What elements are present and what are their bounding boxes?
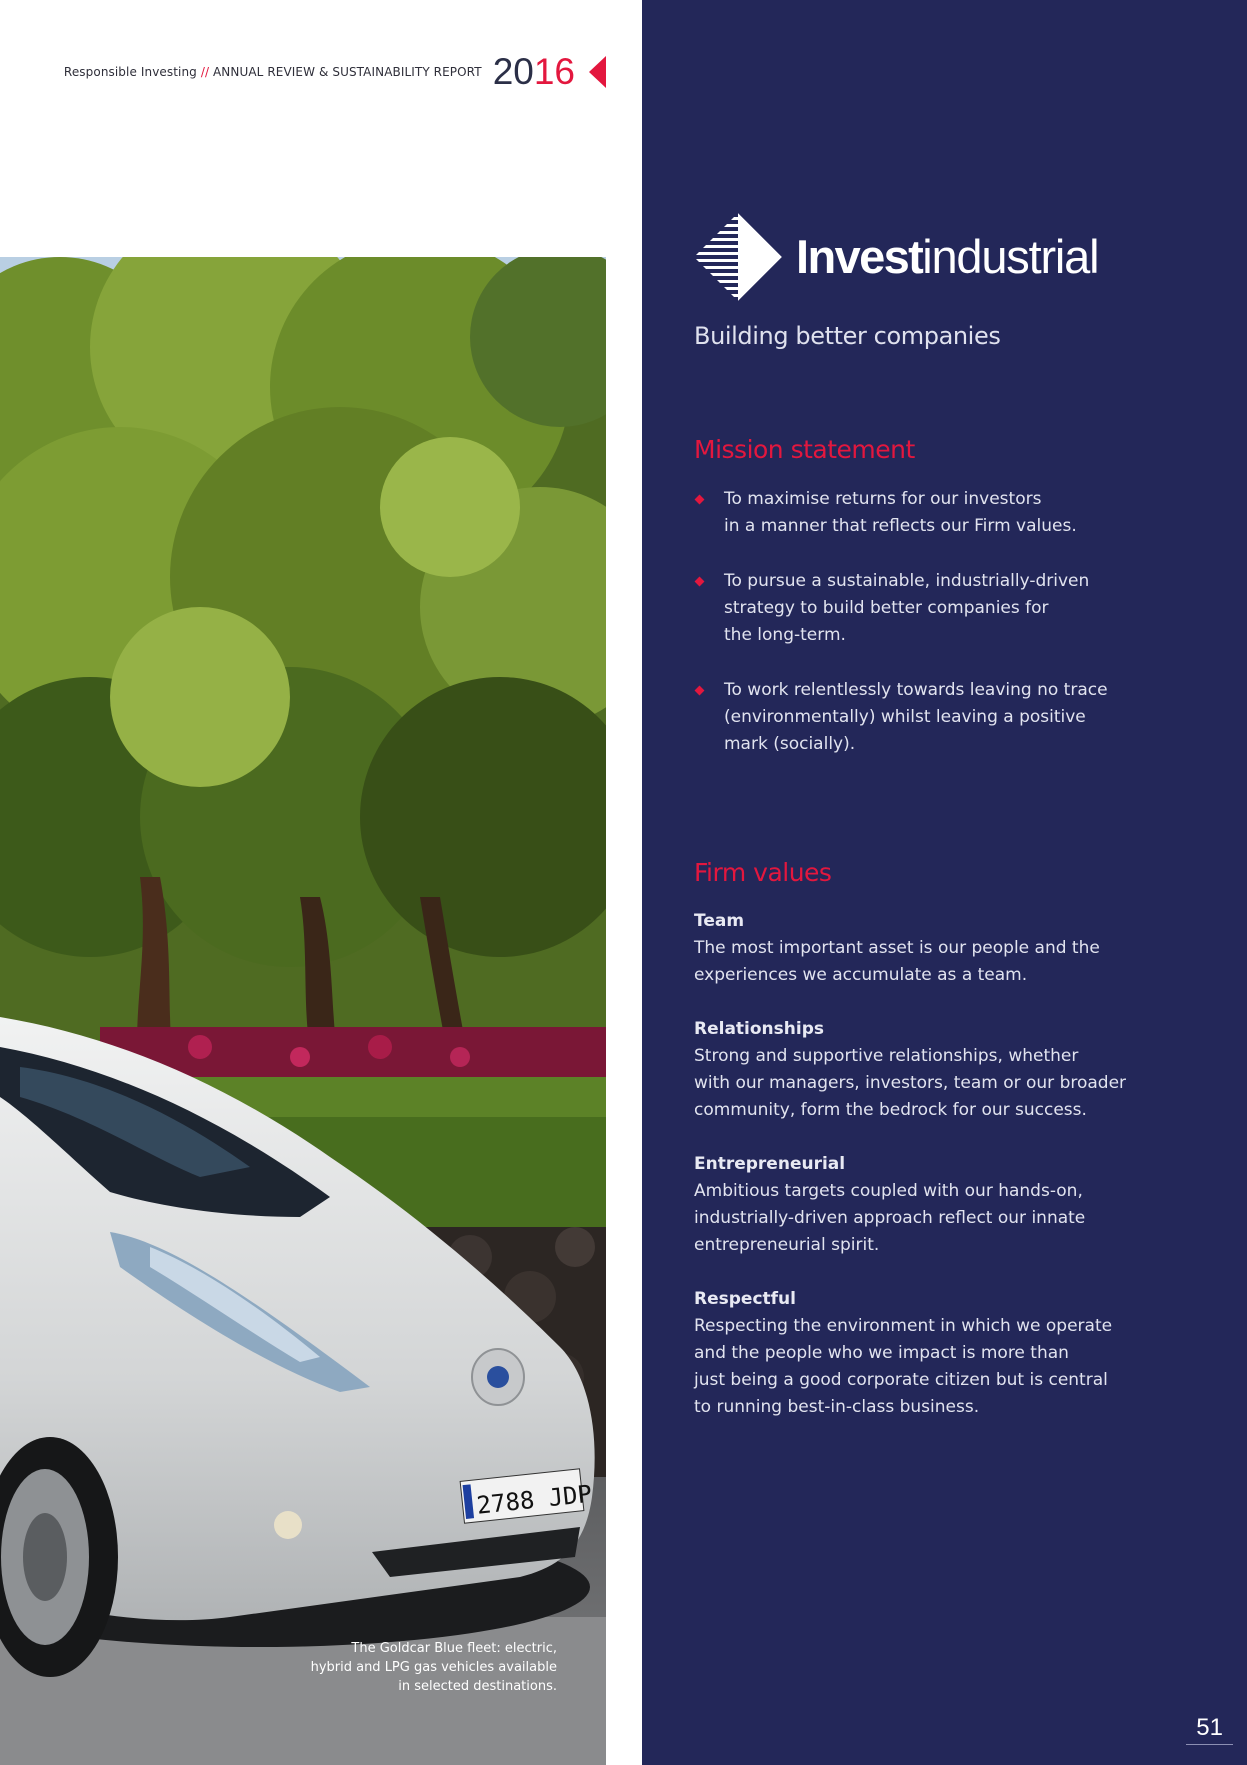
value-name: Team xyxy=(694,911,745,931)
year-end: 16 xyxy=(533,51,575,92)
value-relationships xyxy=(694,1016,1164,1124)
tagline: Building better companies xyxy=(694,322,1001,350)
car-photo xyxy=(0,257,606,1765)
header-report-title: ANNUAL REVIEW & SUSTAINABILITY REPORT xyxy=(213,65,482,79)
values-title: Firm values xyxy=(694,858,832,887)
value-line: entrepreneurial spirit. xyxy=(694,1235,880,1255)
year-start: 20 xyxy=(492,51,534,92)
mission-title: Mission statement xyxy=(694,435,915,464)
value-line: Ambitious targets coupled with our hands-on, xyxy=(694,1181,1083,1201)
mission-item xyxy=(694,486,1164,540)
mission-line: To pursue a sustainable, industrially-driven xyxy=(724,571,1090,591)
caption-line: hybrid and LPG gas vehicles available xyxy=(310,1660,557,1675)
header-triangle-icon xyxy=(589,56,606,88)
value-name: Respectful xyxy=(694,1289,796,1309)
value-line: Respecting the environment in which we operate xyxy=(694,1316,1113,1336)
value-line: experiences we accumulate as a team. xyxy=(694,965,1028,985)
caption-line: in selected destinations. xyxy=(398,1679,557,1694)
value-line: Strong and supportive relationships, whether xyxy=(694,1046,1079,1066)
diamond-logo-icon xyxy=(694,213,782,301)
value-line: community, form the bedrock for our success. xyxy=(694,1100,1087,1120)
photo-caption xyxy=(237,1639,557,1696)
page-header xyxy=(64,52,606,92)
value-line: with our managers, investors, team or our broader xyxy=(694,1073,1127,1093)
value-name: Relationships xyxy=(694,1019,824,1039)
car-photo-illustration xyxy=(0,257,606,1765)
mission-line: (environmentally) whilst leaving a positive xyxy=(724,707,1086,727)
mission-list xyxy=(694,486,1164,786)
values-list xyxy=(694,908,1164,1448)
bullet-diamond-icon xyxy=(695,686,705,696)
mission-line: To maximise returns for our investors xyxy=(724,489,1042,509)
value-entrepreneurial xyxy=(694,1151,1164,1259)
caption-line: The Goldcar Blue fleet: electric, xyxy=(351,1641,557,1656)
mission-line: the long-term. xyxy=(724,625,846,645)
investindustrial-logo xyxy=(694,213,1098,301)
value-line: industrially-driven approach reflect our innate xyxy=(694,1208,1086,1228)
wordmark-light: industrial xyxy=(922,230,1099,283)
right-panel xyxy=(642,0,1247,1765)
value-line: and the people who we impact is more than xyxy=(694,1343,1069,1363)
value-name: Entrepreneurial xyxy=(694,1154,846,1174)
header-section: Responsible Investing xyxy=(63,65,197,79)
value-respectful xyxy=(694,1286,1164,1421)
mission-line: strategy to build better companies for xyxy=(724,598,1049,618)
header-year xyxy=(493,52,575,92)
value-team xyxy=(694,908,1164,989)
mission-item xyxy=(694,677,1164,758)
value-line: to running best-in-class business. xyxy=(694,1397,980,1417)
value-line: just being a good corporate citizen but is central xyxy=(694,1370,1108,1390)
license-plate: 2788 JDP xyxy=(475,1479,594,1520)
bullet-diamond-icon xyxy=(695,577,705,587)
page-number: 51 xyxy=(1186,1714,1233,1745)
mission-line: mark (socially). xyxy=(724,734,856,754)
mission-line: To work relentlessly towards leaving no trace xyxy=(724,680,1108,700)
header-separator: // xyxy=(200,65,209,79)
value-line: The most important asset is our people and the xyxy=(694,938,1100,958)
logo-wordmark xyxy=(796,227,1098,287)
wordmark-bold: Invest xyxy=(796,230,923,283)
bullet-diamond-icon xyxy=(695,495,705,505)
mission-line: in a manner that reflects our Firm values. xyxy=(724,516,1077,536)
mission-item xyxy=(694,568,1164,649)
